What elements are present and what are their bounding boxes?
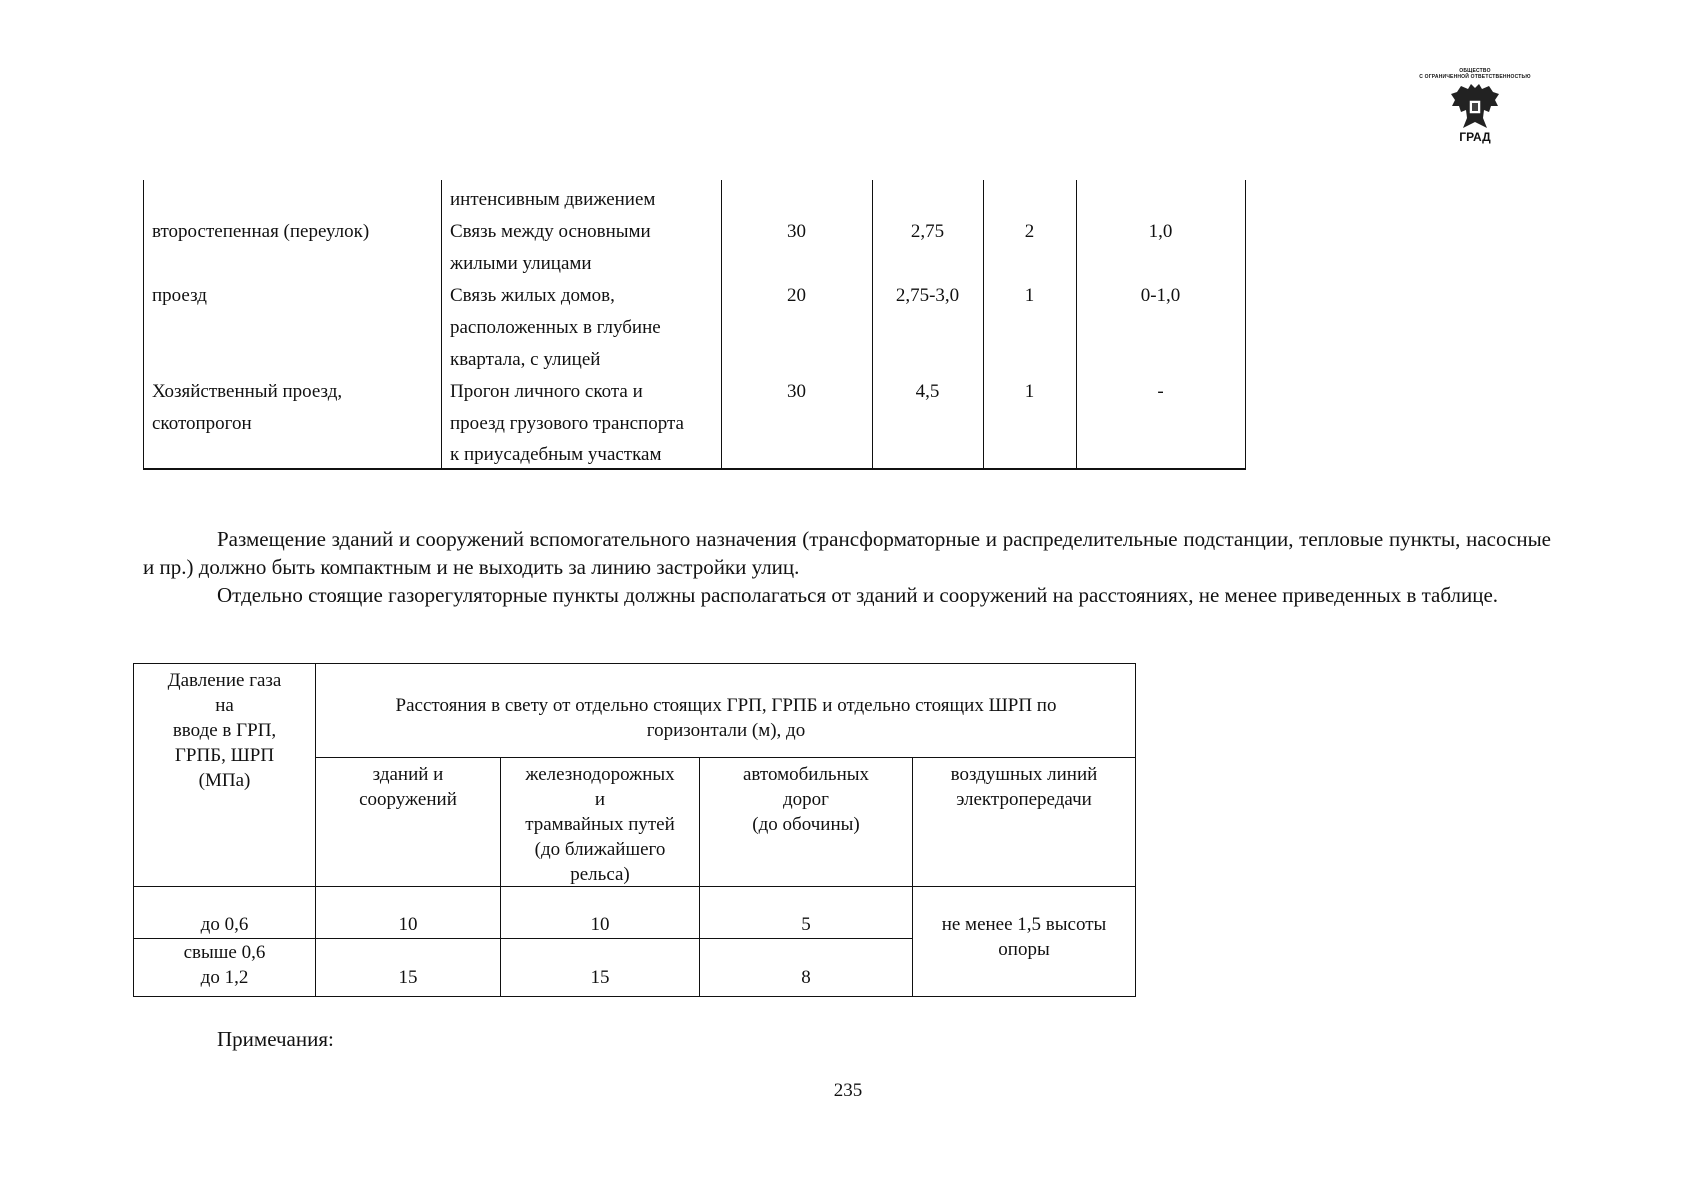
header-line: горизонтали (м), до xyxy=(646,720,806,741)
table-border xyxy=(143,180,144,468)
header-line: сооружений xyxy=(359,789,457,810)
table-cell: расположенных в глубине xyxy=(450,317,661,338)
table-cell: Связь между основными xyxy=(450,221,651,242)
table-cell: до 0,6 xyxy=(200,914,249,935)
table-cell: 2,75 xyxy=(910,221,945,242)
table-cell: Хозяйственный проезд, xyxy=(152,381,343,402)
table-cell: 10 xyxy=(398,914,418,935)
header-line: вводе в ГРП, xyxy=(172,720,277,741)
table-divider xyxy=(441,180,442,468)
header-line: зданий и xyxy=(372,764,444,785)
header-line: (до обочины) xyxy=(752,814,860,835)
table-cell: 10 xyxy=(590,914,610,935)
header-line: (МПа) xyxy=(198,770,251,791)
table-cell: 5 xyxy=(801,914,811,935)
table-cell xyxy=(134,940,315,990)
paragraph-auxiliary-buildings: Размещение зданий и сооружений вспомогательного назначения (трансформаторные и распределительные подстанции, тепловые пункты, насосные и пр.) должно быть компактным и не выходить за линию застройки улиц. xyxy=(143,527,1551,579)
notes-label: Примечания: xyxy=(217,1027,334,1051)
page-number: 235 xyxy=(833,1080,863,1101)
paragraph-gas-points: Отдельно стоящие газорегуляторные пункты должны располагаться от зданий и сооружений на расстояниях, не менее приведенных в таблице. xyxy=(217,583,1499,607)
table-cell: 1 xyxy=(1024,381,1035,402)
header-line: Расстояния в свету от отдельно стоящих ГРП, ГРПБ и отдельно стоящих ШРП по xyxy=(395,695,1057,716)
table-cell: проезд xyxy=(152,285,207,306)
table-cell: 2 xyxy=(1024,221,1035,242)
table-cell: 1,0 xyxy=(1148,221,1173,242)
header-line: дорог xyxy=(783,789,829,810)
logo-line-1: ОБЩЕСТВО xyxy=(1459,68,1491,74)
cell-line: свыше 0,6 xyxy=(183,942,266,963)
cell-line: опоры xyxy=(998,939,1050,960)
table-cell: - xyxy=(1157,381,1164,402)
table-divider xyxy=(315,757,1135,758)
header-line: на xyxy=(215,695,234,716)
table-cell: 15 xyxy=(590,967,610,988)
table-cell: интенсивным движением xyxy=(450,189,656,210)
table-cell: 20 xyxy=(787,285,806,306)
header-line: электропередачи xyxy=(956,789,1092,810)
table-cell: 30 xyxy=(787,221,806,242)
header-rail xyxy=(501,762,699,887)
company-logo xyxy=(1392,68,1558,144)
table-cell: 1 xyxy=(1024,285,1035,306)
table-cell: к приусадебным участкам xyxy=(450,444,662,465)
table-cell: 0-1,0 xyxy=(1140,285,1181,306)
table-cell: 30 xyxy=(787,381,806,402)
header-pressure xyxy=(134,668,315,793)
double-headed-eagle-icon xyxy=(1449,82,1501,132)
header-buildings xyxy=(316,762,500,812)
header-line: рельса) xyxy=(570,864,630,885)
table-cell: Связь жилых домов, xyxy=(450,285,615,306)
table-cell: жилыми улицами xyxy=(450,253,592,274)
table-cell: 4,5 xyxy=(915,381,940,402)
header-line: и xyxy=(594,789,606,810)
table-cell: скотопрогон xyxy=(152,413,252,434)
header-line: (до ближайшего xyxy=(534,839,666,860)
table-divider xyxy=(134,938,912,939)
table-cell: 15 xyxy=(398,967,418,988)
header-line: ГРПБ, ШРП xyxy=(174,745,275,766)
cell-line: не менее 1,5 высоты xyxy=(941,914,1107,935)
table-cell: проезд грузового транспорта xyxy=(450,413,684,434)
table-cell: Прогон личного скота и xyxy=(450,381,643,402)
header-distances xyxy=(316,693,1136,743)
header-power-lines xyxy=(913,762,1135,812)
header-line: автомобильных xyxy=(742,764,870,785)
header-line: воздушных линий xyxy=(950,764,1098,785)
cell-line: до 1,2 xyxy=(200,967,249,988)
table-cell: 8 xyxy=(801,967,811,988)
table-cell: 2,75-3,0 xyxy=(895,285,960,306)
logo-name: ГРАД xyxy=(1459,130,1491,144)
header-line: Давление газа xyxy=(167,670,282,691)
table-cell: второстепенная (переулок) xyxy=(152,221,370,242)
logo-line-2: С ОГРАНИЧЕННОЙ ОТВЕТСТВЕННОСТЬЮ xyxy=(1419,74,1531,80)
table-cell-power xyxy=(913,912,1135,962)
gas-distance-table xyxy=(133,663,1136,997)
table-cell: квартала, с улицей xyxy=(450,349,601,370)
header-line: трамвайных путей xyxy=(525,814,675,835)
table-border xyxy=(1245,180,1246,468)
header-roads xyxy=(700,762,912,837)
streets-table xyxy=(143,180,1246,470)
header-line: железнодорожных xyxy=(525,764,675,785)
